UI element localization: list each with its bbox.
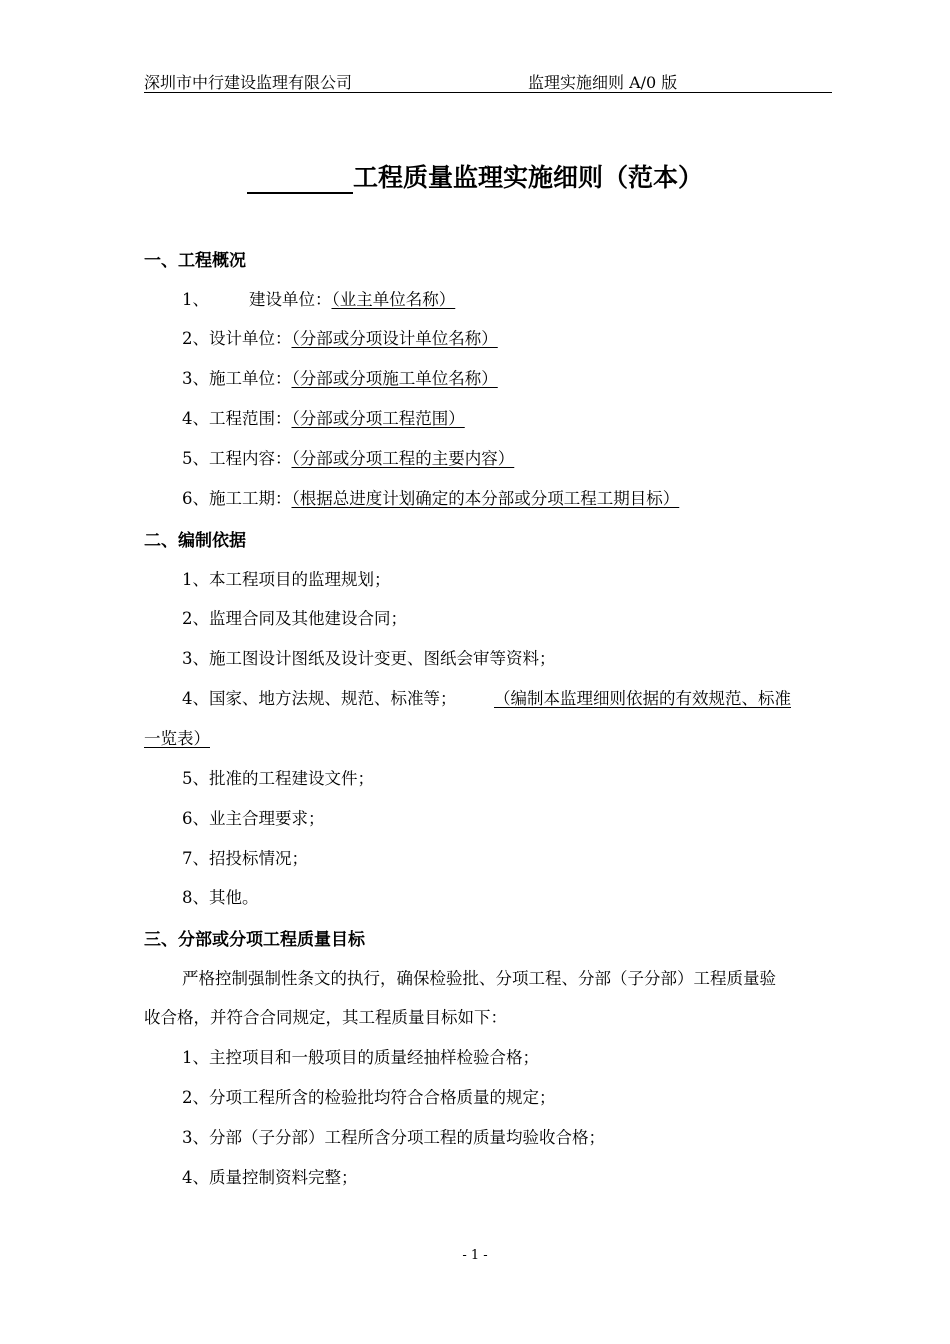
- s2-item-5: 5、批准的工程建设文件；: [182, 769, 374, 788]
- s3-item-4: 4、质量控制资料完整；: [182, 1168, 358, 1187]
- s2-item-4: [182, 685, 457, 709]
- s1-item-6-value: （根据总进度计划确定的本分部或分项工程工期目标）: [291, 489, 680, 508]
- s1-item-5: [182, 445, 514, 469]
- s1-item-2-value: （分部或分项设计单位名称）: [291, 329, 498, 348]
- page-header: [144, 70, 832, 93]
- section3-heading: 三、分部或分项工程质量目标: [144, 930, 365, 950]
- s3-item-2: 2、分项工程所含的检验批均符合合格质量的规定；: [182, 1088, 556, 1107]
- s2-item-4-note-line1: （编制本监理细则依据的有效规范、标准: [494, 689, 791, 708]
- s1-item-6-label: 6、施工工期：: [182, 489, 292, 508]
- s3-item-1: 1、主控项目和一般项目的质量经抽样检验合格；: [182, 1048, 539, 1067]
- s1-item-2-label: 2、设计单位：: [182, 329, 292, 348]
- s3-intro-line1: 严格控制强制性条文的执行，确保检验批、分项工程、分部（子分部）工程质量验: [182, 969, 776, 988]
- s2-item-8: 8、其他。: [182, 888, 259, 907]
- s2-item-4-note-cont: [144, 725, 210, 749]
- s1-item-5-value: （分部或分项工程的主要内容）: [291, 449, 515, 468]
- title-blank-line: [247, 166, 353, 194]
- s1-item-5-label: 5、工程内容：: [182, 449, 292, 468]
- s2-item-1: 1、本工程项目的监理规划；: [182, 570, 391, 589]
- s1-item-1-label2: 建设单位：: [249, 290, 332, 309]
- s1-item-2: [182, 325, 498, 349]
- section2-heading: 二、编制依据: [144, 531, 246, 551]
- s2-item-4-note-line2: 一览表）: [144, 729, 210, 748]
- page-number: - 1 -: [462, 1248, 488, 1263]
- s1-item-3: [182, 365, 498, 389]
- s3-item-3: 3、分部（子分部）工程所含分项工程的质量均验收合格；: [182, 1128, 605, 1147]
- title-text: 工程质量监理实施细则（范本）: [352, 163, 703, 192]
- header-version: 监理实施细则 A/0 版: [528, 73, 678, 92]
- s1-item-3-label: 3、施工单位：: [182, 369, 292, 388]
- s2-item-2: 2、监理合同及其他建设合同；: [182, 609, 407, 628]
- s1-item-1-value: （业主单位名称）: [331, 290, 456, 309]
- section1-heading: 一、工程概况: [144, 251, 246, 271]
- header-company: 深圳市中行建设监理有限公司: [144, 73, 353, 92]
- s1-item-4-label: 4、工程范围：: [182, 409, 292, 428]
- s1-item-3-value: （分部或分项施工单位名称）: [291, 369, 498, 388]
- page-title: [0, 158, 950, 194]
- s2-item-4-note: [494, 685, 791, 709]
- s2-item-7: 7、招投标情况；: [182, 849, 308, 868]
- s1-item-1-label: 1、: [182, 290, 209, 309]
- s1-item-1: [182, 286, 455, 310]
- s3-intro-line2: 收合格，并符合合同规定，其工程质量目标如下：: [144, 1008, 507, 1027]
- s1-item-4-value: （分部或分项工程范围）: [291, 409, 465, 428]
- s2-item-6: 6、业主合理要求；: [182, 809, 325, 828]
- s1-item-4: [182, 405, 465, 429]
- s2-item-3: 3、施工图设计图纸及设计变更、图纸会审等资料；: [182, 649, 556, 668]
- s1-item-6: [182, 485, 679, 509]
- s2-item-4-text: 4、国家、地方法规、规范、标准等；: [182, 689, 457, 708]
